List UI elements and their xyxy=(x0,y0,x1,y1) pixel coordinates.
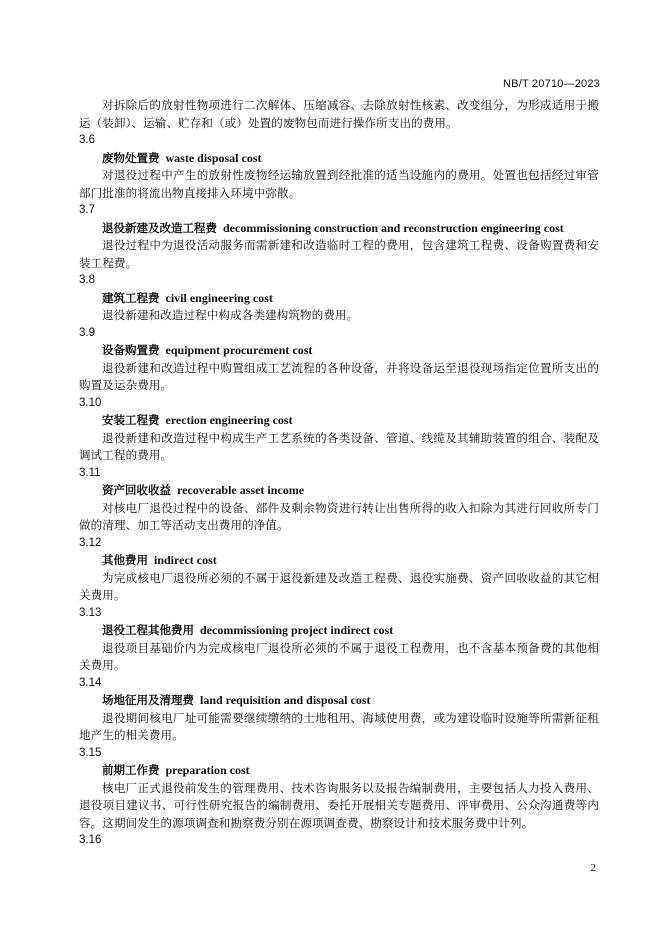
trailing-entry-number: 3.16 xyxy=(79,834,102,846)
term-english: waste disposal cost xyxy=(165,150,262,165)
entry-term xyxy=(79,482,599,500)
term-chinese: 退役新建及改造工程费 xyxy=(102,220,217,235)
entry-term xyxy=(79,552,599,570)
term-english: erection engineering cost xyxy=(165,413,293,427)
entry-number: 3.8 xyxy=(79,274,95,286)
entry-number: 3.9 xyxy=(79,326,95,339)
term-chinese: 退役工程其他费用 xyxy=(102,623,194,637)
entry-term xyxy=(79,220,599,238)
term-english: equipment procurement cost xyxy=(165,343,313,357)
term-english: preparation cost xyxy=(165,763,250,777)
entry-term xyxy=(79,692,599,710)
entry-number: 3.6 xyxy=(79,134,95,146)
term-entry xyxy=(79,675,599,745)
intro-paragraph: 对拆除后的放射性物项进行二次解体、压缩减容、去除放射性核素、改变组分，为形成适用于搬运（装卸）、运输、贮存和（或）处置的废物包而进行操作所支出的费用。 xyxy=(79,98,599,130)
term-chinese: 其他费用 xyxy=(102,553,148,567)
term-english: recoverable asset income xyxy=(177,483,305,497)
entry-number: 3.12 xyxy=(79,536,102,549)
entry-definition: 对核电厂退役过程中的设备、部件及剩余物资进行转让出售所得的收入扣除为其进行回收所专门做的清理、加工等活动支出费用的净值。 xyxy=(79,500,599,532)
term-chinese: 废物处置费 xyxy=(102,150,160,165)
term-entry xyxy=(79,535,599,605)
term-entries xyxy=(79,132,599,832)
entry-definition: 为完成核电厂退役所必须的不属于退役新建及改造工程费、退役实施费、资产回收收益的其它相关费用。 xyxy=(79,570,599,602)
term-entry xyxy=(79,395,599,465)
term-entry xyxy=(79,325,599,395)
standard-code: NB/T 20710—2023 xyxy=(503,78,600,90)
entry-number: 3.13 xyxy=(79,606,102,619)
entry-number: 3.14 xyxy=(79,676,102,689)
entry-definition: 退役新建和改造过程中构成各类建构筑物的费用。 xyxy=(102,308,359,322)
entry-number: 3.10 xyxy=(79,396,102,409)
entry-definition: 核电厂正式退役前发生的管理费用、技术咨询服务以及报告编制费用，主要包括人力投入费用、退役项目建议书、可行性研究报告的编制费用、委托开展相关专题费用、评审费用、公众沟通费等内容。这期间发生的源项调查和勘察费分别在源项调查费、勘察设计和技术服务费中计列。 xyxy=(79,780,599,830)
term-entry xyxy=(79,745,599,833)
entry-term xyxy=(79,622,599,640)
entry-number: 3.11 xyxy=(79,466,101,479)
entry-term xyxy=(79,150,599,168)
term-english: civil engineering cost xyxy=(165,290,273,305)
term-entry xyxy=(79,132,599,202)
term-entry xyxy=(79,605,599,675)
term-chinese: 资产回收收益 xyxy=(102,483,171,497)
document-body xyxy=(79,97,599,850)
entry-term xyxy=(79,342,599,360)
entry-definition: 退役期间核电厂址可能需要继续缴纳的土地租用、海域使用费，或为建设临时设施等所需新征租地产生的相关费用。 xyxy=(79,710,599,742)
term-entry xyxy=(79,465,599,535)
term-chinese: 场地征用及清理费 xyxy=(102,693,194,707)
term-chinese: 建筑工程费 xyxy=(102,290,160,305)
term-english: indirect cost xyxy=(154,553,217,567)
term-english: land requisition and disposal cost xyxy=(200,693,371,707)
entry-number: 3.15 xyxy=(79,746,102,759)
term-chinese: 设备购置费 xyxy=(102,343,160,357)
term-chinese: 前期工作费 xyxy=(102,763,160,777)
entry-term xyxy=(79,762,599,780)
entry-definition: 退役过程中为退役活动服务而需新建和改造临时工程的费用，包含建筑工程费、设备购置费和安装工程费。 xyxy=(79,238,599,270)
entry-definition: 退役新建和改造过程中构成生产工艺系统的各类设备、管道、线缆及其辅助装置的组合、装配及调试工程的费用。 xyxy=(79,430,599,462)
term-entry xyxy=(79,202,599,272)
term-english: decommissioning project indirect cost xyxy=(200,623,394,637)
term-entry xyxy=(79,272,599,325)
entry-definition: 退役新建和改造过程中购置组成工艺流程的各种设备，并将设备运至退役现场指定位置所支出的购置及运杂费用。 xyxy=(79,360,599,392)
entry-definition: 退役项目基础价内为完成核电厂退役所必须的不属于退役工程费用，也不含基本预备费的其他相关费用。 xyxy=(79,640,599,672)
term-english: decommissioning construction and reconstruction engineering cost xyxy=(223,220,564,235)
entry-definition: 对退役过程中产生的放射性废物经运输放置到经批准的适当设施内的费用。处置也包括经过审管部门批准的将流出物直接排入环境中弥散。 xyxy=(79,168,599,200)
entry-term xyxy=(79,290,599,308)
entry-number: 3.7 xyxy=(79,204,95,216)
page-number: 2 xyxy=(590,862,596,874)
entry-term xyxy=(79,412,599,430)
term-chinese: 安装工程费 xyxy=(102,413,160,427)
